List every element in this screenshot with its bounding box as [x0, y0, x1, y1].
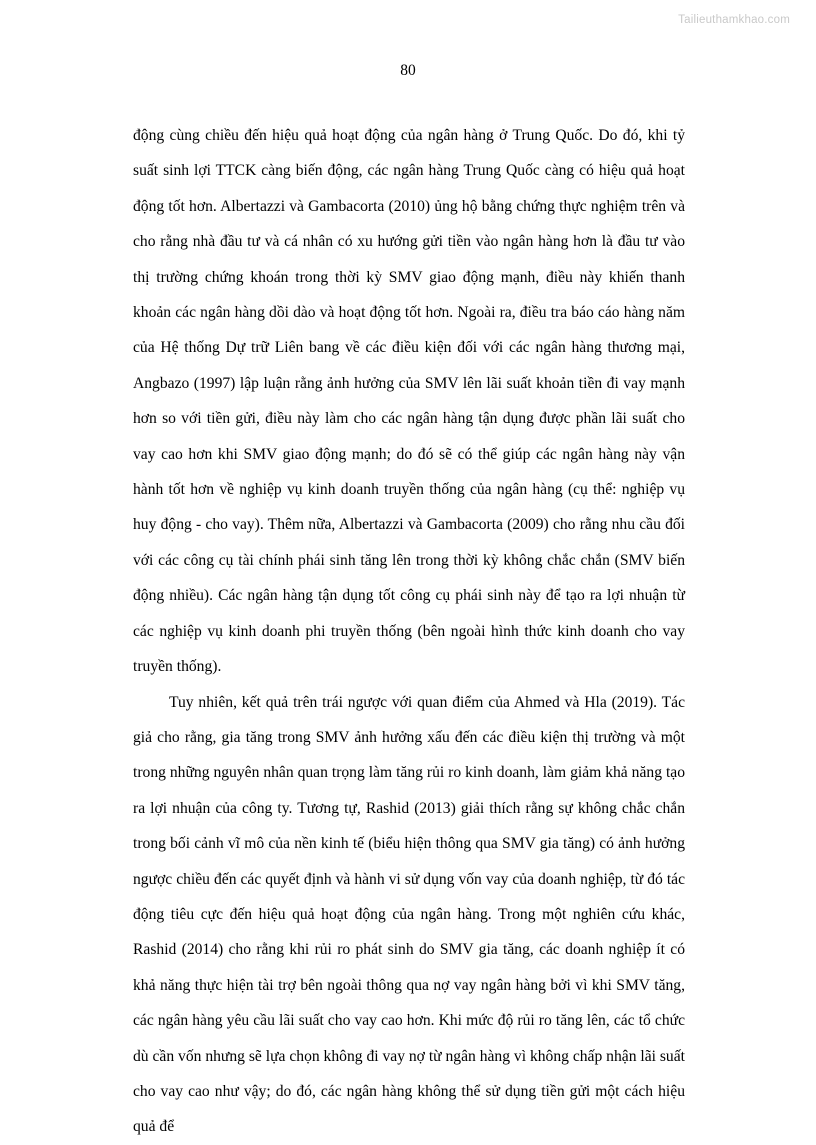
- paragraph-2: Tuy nhiên, kết quả trên trái ngược với quan điểm của Ahmed và Hla (2019). Tác giả cho rằng, gia tăng trong SMV ảnh hưởng xấu đến các điều kiện thị trường và một trong những nguyên nhân quan trọng làm tăng rủi ro kinh doanh, làm giảm khả năng tạo ra lợi nhuận của công ty. Tương tự, Rashid (2013) giải thích rằng sự không chắc chắn trong bối cảnh vĩ mô của nền kinh tế (biểu hiện thông qua SMV gia tăng) có ảnh hưởng ngược chiều đến các quyết định và hành vi sử dụng vốn vay của doanh nghiệp, từ đó tác động tiêu cực đến hiệu quả hoạt động của ngân hàng. Trong một nghiên cứu khác, Rashid (2014) cho rằng khi rủi ro phát sinh do SMV gia tăng, các doanh nghiệp ít có khả năng thực hiện tài trợ bên ngoài thông qua nợ vay ngân hàng bởi vì khi SMV tăng, các ngân hàng yêu cầu lãi suất cho vay cao hơn. Khi mức độ rủi ro tăng lên, các tổ chức dù cần vốn nhưng sẽ lựa chọn không đi vay nợ từ ngân hàng vì không chấp nhận lãi suất cho vay cao như vậy; do đó, các ngân hàng không thể sử dụng tiền gửi một cách hiệu quả để: [133, 693, 685, 1136]
- page-body: [133, 118, 685, 1145]
- paragraph-1: động cùng chiều đến hiệu quả hoạt động của ngân hàng ở Trung Quốc. Do đó, khi tỷ suất sinh lợi TTCK càng biến động, các ngân hàng Trung Quốc càng có hiệu quả hoạt động tốt hơn. Albertazzi và Gambacorta (2010) ủng hộ bằng chứng thực nghiệm trên và cho rằng nhà đầu tư và cá nhân có xu hướng gửi tiền vào ngân hàng hơn là đầu tư vào thị trường chứng khoán trong thời kỳ SMV giao động mạnh, điều này khiến thanh khoản các ngân hàng dồi dào và hoạt động tốt hơn. Ngoài ra, điều tra báo cáo hàng năm của Hệ thống Dự trữ Liên bang về các điều kiện đối với các ngân hàng thương mại, Angbazo (1997) lập luận rằng ảnh hưởng của SMV lên lãi suất khoản tiền đi vay mạnh hơn so với tiền gửi, điều này làm cho các ngân hàng tận dụng được phần lãi suất cho vay cao hơn khi SMV giao động mạnh; do đó sẽ có thể giúp các ngân hàng này vận hành tốt hơn về nghiệp vụ kinh doanh truyền thống của ngân hàng (cụ thể: nghiệp vụ huy động - cho vay). Thêm nữa, Albertazzi và Gambacorta (2009) cho rằng nhu cầu đối với các công cụ tài chính phái sinh tăng lên trong thời kỳ không chắc chắn (SMV biến động nhiều). Các ngân hàng tận dụng tốt công cụ phái sinh này để tạo ra lợi nhuận từ các nghiệp vụ kinh doanh phi truyền thống (bên ngoài hình thức kinh doanh cho vay truyền thống).: [133, 127, 685, 676]
- page-number: 80: [400, 62, 416, 79]
- watermark-text: Tailieuthamkhao.com: [678, 14, 790, 26]
